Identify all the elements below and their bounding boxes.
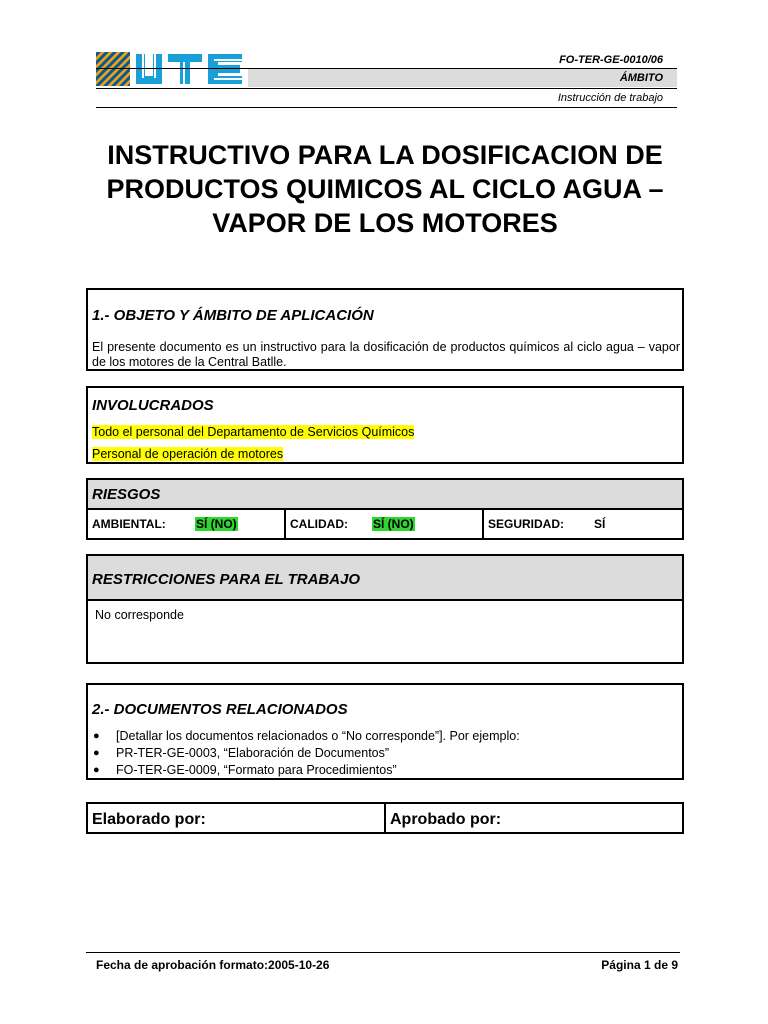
section-documentos	[86, 683, 684, 780]
page-title: INSTRUCTIVO PARA LA DOSIFICACION DE PRODUCTOS QUIMICOS AL CICLO AGUA – VAPOR DE LOS MOTORES	[106, 140, 664, 238]
riesgo-ambiental	[92, 510, 282, 538]
footer-approval-date: Fecha de aprobación formato:2005-10-26	[96, 958, 330, 972]
riesgo-label: CALIDAD:	[290, 517, 348, 531]
cell-divider	[482, 510, 484, 538]
section-involucrados	[86, 386, 684, 464]
header-ambito: ÁMBITO	[619, 72, 663, 84]
riesgo-label: AMBIENTAL:	[92, 517, 166, 531]
restricciones-text: No corresponde	[95, 608, 184, 622]
ute-logo	[96, 50, 246, 88]
elaborado-label: Elaborado por:	[92, 811, 206, 828]
section-riesgos	[86, 478, 684, 540]
involucrado-item: Personal de operación de motores	[92, 447, 284, 461]
involucrado-item: Todo el personal del Departamento de Servicios Químicos	[92, 425, 415, 439]
riesgo-value: SÍ (NO)	[373, 517, 414, 531]
section-heading: 1.- OBJETO Y ÁMBITO DE APLICACIÓN	[92, 307, 374, 324]
documento-text: PR-TER-GE-0003, “Elaboración de Documentos”	[116, 746, 390, 760]
documentos-list	[92, 728, 520, 779]
cell-divider	[384, 804, 386, 832]
section-objeto	[86, 288, 684, 371]
list-item	[92, 762, 520, 779]
section-firmas	[86, 802, 684, 834]
bullet-icon: ●	[93, 730, 100, 742]
riesgo-value: SÍ	[594, 517, 606, 531]
header-divider	[96, 88, 677, 89]
objeto-text: El presente documento es un instructivo para la dosificación de productos químicos al ciclo agua – vapor de los motores de la Central Batlle.	[92, 340, 680, 369]
section-heading: INVOLUCRADOS	[92, 397, 214, 414]
footer-divider	[86, 952, 680, 953]
cell-divider	[284, 510, 286, 538]
footer-page-number: Página 1 de 9	[601, 958, 678, 972]
section-heading: RIESGOS	[92, 486, 161, 503]
documento-text: FO-TER-GE-0009, “Formato para Procedimientos”	[116, 763, 397, 777]
bullet-icon: ●	[93, 747, 100, 759]
list-item	[92, 745, 520, 762]
section-heading: RESTRICCIONES PARA EL TRABAJO	[92, 571, 361, 588]
header-divider	[96, 107, 677, 108]
aprobado-label: Aprobado por:	[390, 811, 502, 828]
section-heading: 2.- DOCUMENTOS RELACIONADOS	[92, 701, 348, 718]
riesgo-label: SEGURIDAD:	[488, 517, 565, 531]
restricciones-header	[88, 556, 682, 601]
document-code: FO-TER-GE-0010/06	[559, 54, 663, 66]
documento-text: [Detallar los documentos relacionados o “No corresponde”]. Por ejemplo:	[116, 729, 520, 743]
list-item	[92, 728, 520, 745]
bullet-icon: ●	[93, 764, 100, 776]
section-restricciones	[86, 554, 684, 664]
riesgo-value: SÍ (NO)	[196, 517, 237, 531]
riesgos-header	[88, 480, 682, 510]
document-type: Instrucción de trabajo	[557, 92, 663, 104]
riesgo-seguridad	[488, 510, 678, 538]
riesgo-calidad	[290, 510, 480, 538]
